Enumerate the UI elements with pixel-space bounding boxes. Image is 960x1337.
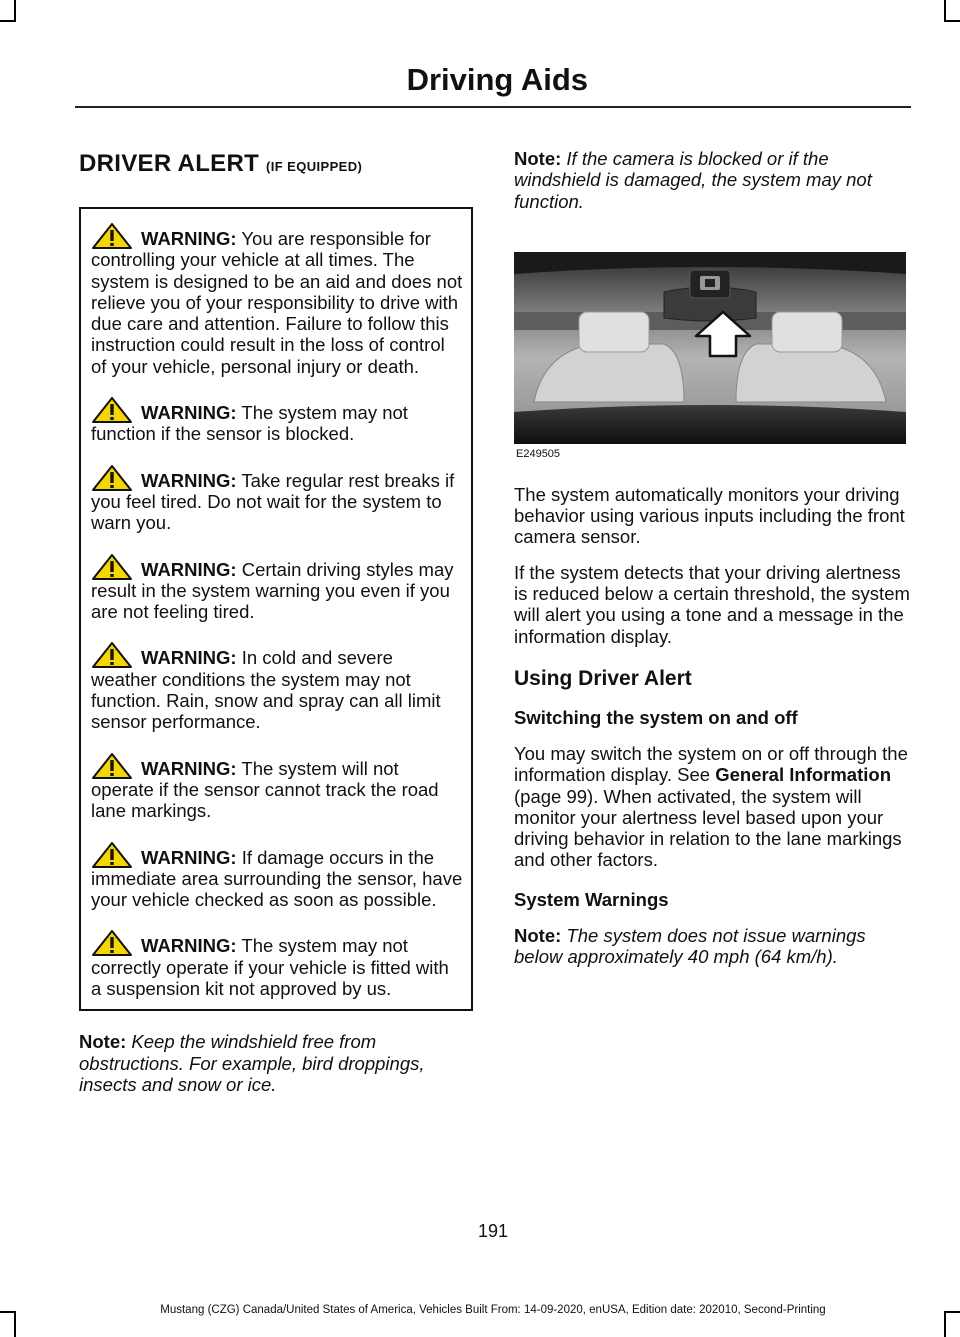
warning-item	[91, 642, 463, 732]
warning-label: WARNING:	[141, 846, 237, 868]
warning-item	[91, 223, 463, 377]
using-heading: Using Driver Alert	[514, 666, 692, 690]
switching-subheading: Switching the system on and off	[514, 706, 798, 728]
switching-text-before: You may switch the system on or off through the information display. See	[514, 742, 908, 786]
note-windshield	[79, 1031, 473, 1095]
note-text: The system does not issue warnings below approximately 40 mph (64 km/h).	[514, 924, 866, 968]
warning-text: The system may not correctly operate if your vehicle is fitted with a suspension kit not approved by us.	[91, 935, 449, 1000]
warning-text: You are responsible for controlling your vehicle at all times. The system is designed to be an aid and does not relieve you of your responsibility to drive with due care and attention. Failure to follow this instruction could result in the loss of control of your vehicle, personal injury or death.	[91, 228, 463, 377]
main-title	[79, 150, 473, 178]
note-camera	[514, 148, 912, 212]
warning-item	[91, 842, 463, 911]
camera-location-illustration	[514, 252, 906, 444]
system-warnings-heading: System Warnings	[514, 888, 669, 910]
main-title-text: DRIVER ALERT	[79, 150, 260, 177]
warning-triangle-icon	[91, 642, 133, 668]
section-title: Driving Aids	[406, 62, 588, 97]
warning-triangle-icon	[91, 397, 133, 423]
general-information-link[interactable]: General Information	[715, 764, 891, 786]
warning-label: WARNING:	[141, 228, 237, 249]
warning-text: If damage occurs in the immediate area surrounding the sensor, have your vehicle checked as soon as possible.	[91, 846, 463, 911]
warnings-box	[79, 207, 473, 1011]
warning-label: WARNING:	[141, 469, 237, 491]
left-column	[79, 150, 473, 1095]
note-label: Note:	[79, 1031, 127, 1053]
note-text: Keep the windshield free from obstructions. For example, bird droppings, insects and snow or ice.	[79, 1031, 425, 1095]
switching-text-after: When activated, the system will monitor your alertness level based upon your driving behavior in relation to the lane markings and other factors.	[514, 785, 902, 871]
warning-item	[91, 465, 463, 534]
warning-text: The system will not operate if the sensor cannot track the road lane markings.	[91, 757, 439, 822]
figure-id: E249505	[516, 447, 561, 460]
warning-triangle-icon	[91, 842, 133, 868]
warning-label: WARNING:	[141, 402, 237, 424]
warning-label: WARNING:	[141, 935, 237, 957]
warning-item	[91, 397, 463, 445]
warning-label: WARNING:	[141, 757, 237, 779]
warning-text: The system may not function if the sensor is blocked.	[91, 402, 408, 445]
warning-triangle-icon	[91, 223, 133, 249]
right-column	[514, 148, 912, 967]
warning-triangle-icon	[91, 554, 133, 580]
main-title-suffix: (IF EQUIPPED)	[266, 159, 363, 174]
page-reference: (page 99).	[514, 785, 599, 807]
warning-triangle-icon	[91, 753, 133, 779]
header-divider	[75, 106, 911, 108]
warning-item	[91, 753, 463, 822]
page-number: 191	[477, 1221, 509, 1241]
paragraph: The system automatically monitors your driving behavior using various inputs including the front camera sensor.	[514, 483, 905, 548]
warning-label: WARNING:	[141, 558, 237, 580]
switching-paragraph	[514, 743, 912, 871]
warning-triangle-icon	[91, 465, 133, 491]
warning-triangle-icon	[91, 930, 133, 956]
crop-mark-top-left	[0, 0, 16, 22]
note-text: If the camera is blocked or if the windshield is damaged, the system may not function.	[514, 148, 872, 212]
warning-text: Certain driving styles may result in the system warning you even if you are not feeling tired.	[91, 558, 454, 623]
note-label: Note:	[514, 148, 562, 169]
note-speed	[514, 925, 912, 968]
warning-item	[91, 554, 463, 623]
warning-item	[91, 930, 463, 999]
warning-label: WARNING:	[141, 647, 237, 669]
footer-text: Mustang (CZG) Canada/United States of America, Vehicles Built From: 14-09-2020, enUSA, Edition date: 202010, Second-Printing	[160, 1304, 826, 1316]
windshield-camera-image	[514, 252, 906, 444]
crop-mark-top-right	[944, 0, 960, 22]
paragraph: If the system detects that your driving alertness is reduced below a certain threshold, the system will alert you using a tone and a message in the information display.	[514, 561, 910, 647]
warning-text: In cold and severe weather conditions the system may not function. Rain, snow and spray can all limit sensor performance.	[91, 647, 441, 733]
note-label: Note:	[514, 924, 562, 946]
warning-text: Take regular rest breaks if you feel tired. Do not wait for the system to warn you.	[91, 469, 455, 534]
